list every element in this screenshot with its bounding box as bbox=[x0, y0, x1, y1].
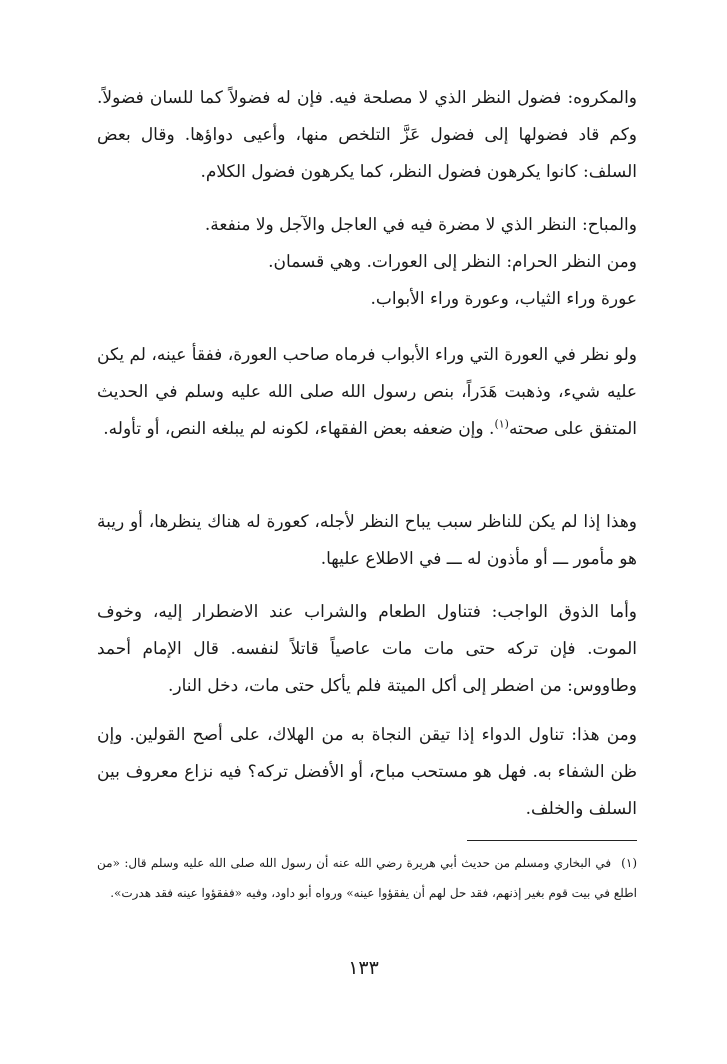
paragraph-doors-main: ولو نظر في العورة التي وراء الأبواب فرماه صاحب العورة، ففقأ عينه، لم يكن عليه شيء، وذهبت هَدَراً، بنص رسول الله صلى الله عليه وسلم في الحديث المتفق على صحته bbox=[97, 345, 637, 439]
paragraph-doors bbox=[97, 337, 637, 448]
paragraph-medicine: ومن هذا: تناول الدواء إذا تيقن النجاة به من الهلاك، على أصح القولين. وإن ظن الشفاء به. فهل هو مستحب مباح، أو الأفضل تركه؟ فيه نزاع معروف بين السلف والخلف. bbox=[97, 725, 637, 819]
footnote-divider bbox=[467, 840, 637, 841]
footnote-marker: (١) bbox=[621, 856, 637, 870]
footnote bbox=[97, 848, 637, 908]
paragraph-haram: ومن النظر الحرام: النظر إلى العورات. وهي قسمان. bbox=[268, 252, 637, 272]
paragraph-group-mubah-haram bbox=[97, 207, 637, 318]
footnote-reference[interactable]: (١) bbox=[494, 417, 509, 431]
footnote-text: في البخاري ومسلم من حديث أبي هريرة رضي الله عنه أن رسول الله صلى الله عليه وسلم قال: «من اطلع في بيت قوم بغير إذنهم، فقد حل لهم أن يفقؤوا عينه» ورواه أبو داود، وفيه «ففقؤوا عينه فقد هدرت». bbox=[97, 856, 637, 900]
paragraph-doors-tail: . وإن ضعفه بعض الفقهاء، لكونه لم يبلغه النص، أو تأوله. bbox=[103, 419, 495, 439]
paragraph-wajib-taste: وأما الذوق الواجب: فتناول الطعام والشراب عند الاضطرار إليه، وخوف الموت. فإن تركه حتى مات مات عاصياً قاتلاً لنفسه. قال الإمام أحمد وطاووس: من اضطر إلى أكل الميتة فلم يأكل حتى مات، دخل النار. bbox=[97, 602, 637, 696]
paragraph-condition: وهذا إذا لم يكن للناظر سبب يباح النظر لأجله، كعورة له هناك ينظرها، أو ريبة هو مأمور ـــ أو مأذون له ـــ في الاطلاع عليها. bbox=[97, 512, 637, 569]
paragraph-mubah: والمباح: النظر الذي لا مضرة فيه في العاجل والآجل ولا منفعة. bbox=[204, 215, 637, 235]
page-number: ١٣٣ bbox=[348, 957, 379, 979]
paragraph-haram-types: عورة وراء الثياب، وعورة وراء الأبواب. bbox=[370, 289, 637, 309]
paragraph-makruh: والمكروه: فضول النظر الذي لا مصلحة فيه. فإن له فضولاً كما للسان فضولاً. وكم قاد فضولها إلى فضول عَزَّ التلخص منها، وأعيى دواؤها. وقال بعض السلف: كانوا يكرهون فضول النظر، كما يكرهون فضول الكلام. bbox=[97, 88, 637, 182]
